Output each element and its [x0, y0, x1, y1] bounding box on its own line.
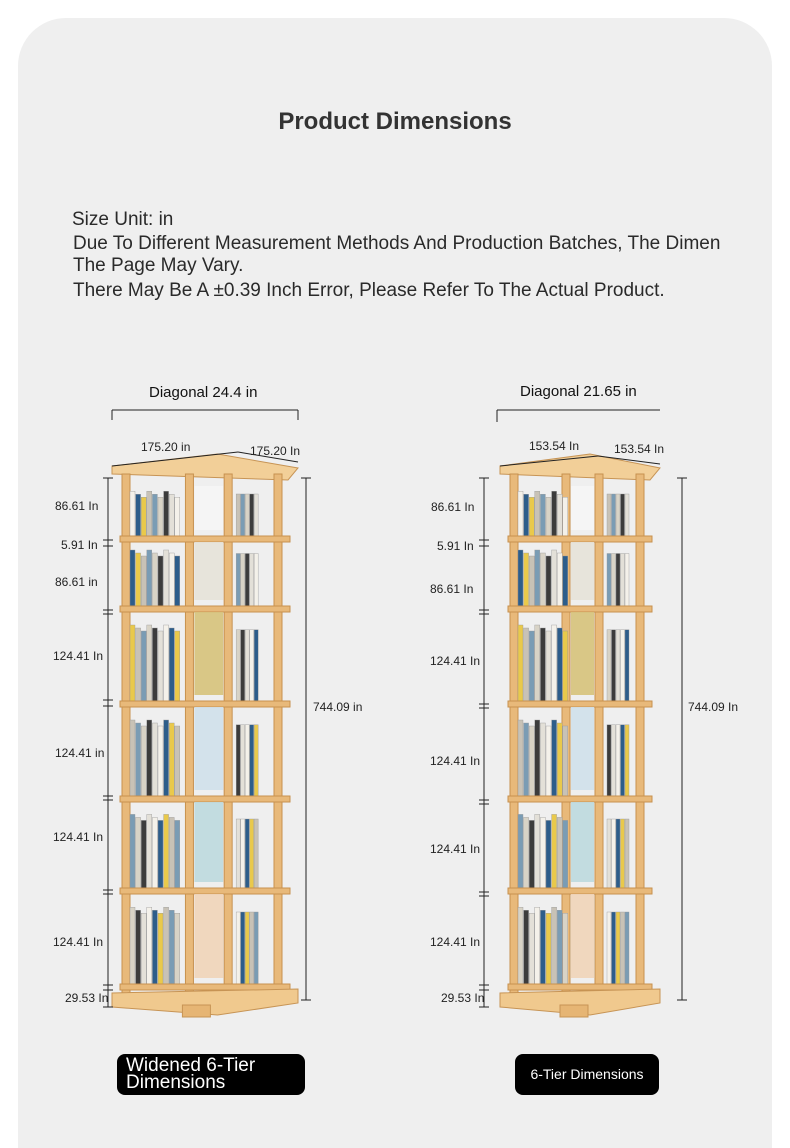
- left-shelf-foot: [182, 1005, 210, 1017]
- right-tier-3: 86.61 In: [430, 582, 474, 596]
- right-shelf-book: [529, 913, 534, 984]
- right-tier-7: 124.41 In: [430, 935, 481, 949]
- 6-tier-badge-label: 6-Tier Dimensions: [530, 1066, 644, 1082]
- right-shelf-book: [607, 494, 611, 536]
- right-shelf-book: [535, 550, 540, 606]
- right-shelf-book: [621, 725, 625, 796]
- left-shelf-book: [175, 913, 180, 984]
- left-tier-6: 124.41 In: [53, 830, 104, 844]
- right-shelf-book: [612, 912, 616, 984]
- widened-6-tier-badge: [117, 1054, 305, 1095]
- right-shelf-book: [563, 631, 568, 701]
- right-shelf-book: [557, 628, 562, 701]
- left-shelf-book: [254, 494, 258, 536]
- left-shelf-book: [130, 625, 135, 701]
- left-shelf-book: [152, 494, 157, 536]
- left-shelf-book: [147, 625, 152, 701]
- measurement-note-cont: The Page May Vary.: [73, 255, 244, 276]
- right-shelf-book: [612, 819, 616, 888]
- left-shelf-book: [245, 494, 249, 536]
- right-shelf-book: [529, 556, 534, 606]
- left-shelf-book: [141, 556, 146, 606]
- left-shelf-book: [141, 913, 146, 984]
- left-shelf-book: [147, 550, 152, 606]
- right-shelf-book: [563, 820, 568, 888]
- right-shelf-book: [612, 554, 616, 607]
- right-shelf-book: [524, 553, 529, 606]
- widened-shelf-image: [112, 454, 298, 1017]
- left-shelf-book: [158, 631, 163, 701]
- page-title: Product Dimensions: [278, 108, 512, 135]
- right-shelf-book: [552, 491, 557, 536]
- left-shelf-book: [236, 630, 240, 701]
- right-shelf-book: [557, 817, 562, 888]
- left-shelf-book: [250, 819, 254, 888]
- left-shelf-book: [158, 726, 163, 796]
- left-shelf-book: [164, 814, 169, 888]
- right-shelf-book: [546, 820, 551, 888]
- left-shelf-book: [241, 725, 245, 796]
- right-shelf-book: [540, 494, 545, 536]
- right-shelf-book: [557, 553, 562, 606]
- left-shelf-panel: [194, 612, 223, 695]
- left-shelf-book: [152, 910, 157, 984]
- left-shelf-book: [169, 910, 174, 984]
- right-shelf-book: [557, 910, 562, 984]
- left-shelf-book: [175, 631, 180, 701]
- right-shelf-panel: [571, 707, 594, 790]
- left-shelf-book: [169, 553, 174, 606]
- left-shelf-book: [152, 553, 157, 606]
- left-shelf-panel: [194, 542, 223, 600]
- left-shelf-book: [236, 725, 240, 796]
- left-shelf-book: [164, 625, 169, 701]
- right-shelf-book: [612, 630, 616, 701]
- right-shelf-book: [612, 494, 616, 536]
- left-shelf-book: [236, 819, 240, 888]
- left-shelf-book: [164, 491, 169, 536]
- right-shelf-book: [540, 628, 545, 701]
- left-shelf-book: [241, 554, 245, 607]
- right-tier-5: 124.41 In: [430, 754, 481, 768]
- left-shelf-book: [254, 630, 258, 701]
- right-shelf-book: [524, 628, 529, 701]
- right-shelf-book: [625, 494, 629, 536]
- left-shelf-book: [254, 725, 258, 796]
- right-shelf-book: [621, 554, 625, 607]
- left-shelf-book: [130, 814, 135, 888]
- left-shelf-book: [141, 631, 146, 701]
- left-shelf-panel: [194, 486, 223, 530]
- right-tier-2: 5.91 In: [437, 539, 474, 553]
- right-shelf-book: [625, 725, 629, 796]
- left-shelf-book: [169, 723, 174, 796]
- right-shelf-book: [546, 726, 551, 796]
- left-shelf-book: [130, 491, 135, 536]
- right-shelf-book: [524, 817, 529, 888]
- right-shelf-book: [621, 819, 625, 888]
- right-shelf-book: [518, 550, 523, 606]
- right-shelf-shelf-board: [508, 984, 652, 990]
- left-shelf-book: [147, 491, 152, 536]
- right-diagonal-label: Diagonal 21.65 in: [520, 383, 637, 400]
- right-shelf-book: [518, 625, 523, 701]
- right-height-total: 744.09 In: [688, 700, 739, 714]
- left-width-b: 175.20 In: [250, 444, 301, 458]
- right-shelf-book: [621, 494, 625, 536]
- right-shelf-book: [616, 725, 620, 796]
- left-shelf-book: [136, 553, 141, 606]
- left-shelf-book: [236, 912, 240, 984]
- left-shelf-book: [130, 907, 135, 984]
- right-shelf-book: [621, 630, 625, 701]
- right-shelf-book: [616, 630, 620, 701]
- left-shelf-book: [241, 912, 245, 984]
- left-shelf-book: [254, 819, 258, 888]
- right-shelf-panel: [571, 612, 594, 695]
- right-shelf-book: [616, 554, 620, 607]
- left-shelf-book: [141, 497, 146, 536]
- left-tier-8: 29.53 In: [65, 991, 109, 1005]
- right-shelf-book: [518, 491, 523, 536]
- left-shelf-book: [152, 628, 157, 701]
- right-shelf-shelf-board: [508, 536, 652, 542]
- right-shelf-book: [607, 725, 611, 796]
- left-shelf-panel: [194, 707, 223, 790]
- right-shelf-book: [563, 726, 568, 796]
- left-height-total: 744.09 in: [313, 700, 363, 714]
- right-shelf-book: [612, 725, 616, 796]
- left-width-a: 175.20 in: [141, 440, 191, 454]
- left-tier-5: 124.41 in: [55, 746, 105, 760]
- left-shelf-book: [169, 817, 174, 888]
- right-shelf-book: [557, 723, 562, 796]
- left-shelf-book: [136, 723, 141, 796]
- 6-tier-badge: [515, 1054, 659, 1095]
- right-shelf-book: [552, 907, 557, 984]
- right-shelf-book: [535, 491, 540, 536]
- right-shelf-book: [552, 814, 557, 888]
- right-shelf-shelf-board: [508, 701, 652, 707]
- right-width-a: 153.54 In: [529, 439, 580, 453]
- right-shelf-book: [518, 720, 523, 796]
- right-shelf-book: [546, 631, 551, 701]
- right-shelf-book: [607, 912, 611, 984]
- right-shelf-shelf-board: [508, 606, 652, 612]
- left-shelf-book: [245, 630, 249, 701]
- left-shelf-book: [158, 556, 163, 606]
- right-shelf-book: [529, 726, 534, 796]
- left-shelf-panel: [194, 894, 223, 978]
- measurement-note: Due To Different Measurement Methods And Production Batches, The Dimen: [73, 233, 721, 254]
- left-shelf-book: [236, 554, 240, 607]
- right-shelf-shelf-board: [508, 796, 652, 802]
- left-shelf-book: [254, 554, 258, 607]
- left-tier-7: 124.41 In: [53, 935, 104, 949]
- left-shelf-book: [152, 817, 157, 888]
- right-shelf-book: [625, 554, 629, 607]
- right-shelf-book: [563, 556, 568, 606]
- left-shelf-book: [136, 628, 141, 701]
- left-shelf-book: [236, 494, 240, 536]
- right-width-b: 153.54 In: [614, 442, 665, 456]
- right-tier-6: 124.41 In: [430, 842, 481, 856]
- left-shelf-book: [136, 494, 141, 536]
- left-shelf-book: [147, 814, 152, 888]
- right-shelf-book: [616, 819, 620, 888]
- left-shelf-book: [158, 820, 163, 888]
- left-shelf-book: [175, 820, 180, 888]
- right-shelf-panel: [571, 894, 594, 978]
- right-shelf-book: [621, 912, 625, 984]
- right-shelf-panel: [571, 802, 594, 882]
- left-shelf-book: [130, 720, 135, 796]
- left-shelf-book: [158, 913, 163, 984]
- right-shelf-book: [625, 630, 629, 701]
- left-shelf-book: [136, 817, 141, 888]
- right-shelf-book: [616, 912, 620, 984]
- left-shelf-book: [250, 554, 254, 607]
- left-shelf-book: [169, 494, 174, 536]
- left-shelf-book: [147, 720, 152, 796]
- right-shelf-book: [552, 625, 557, 701]
- right-shelf-book: [563, 913, 568, 984]
- left-shelf-book: [250, 494, 254, 536]
- right-shelf-book: [557, 494, 562, 536]
- left-shelf-book: [245, 912, 249, 984]
- left-shelf-book: [245, 554, 249, 607]
- left-shelf-book: [147, 907, 152, 984]
- left-shelf-book: [250, 912, 254, 984]
- right-shelf-panel: [571, 542, 594, 600]
- right-shelf-book: [535, 720, 540, 796]
- right-shelf-book: [518, 907, 523, 984]
- standard-shelf-image: [500, 454, 660, 1017]
- left-shelf-book: [141, 820, 146, 888]
- right-shelf-book: [607, 554, 611, 607]
- right-shelf-book: [546, 497, 551, 536]
- right-shelf-book: [540, 817, 545, 888]
- left-shelf-shelf-board: [120, 888, 290, 894]
- left-shelf-book: [241, 819, 245, 888]
- right-shelf-book: [607, 819, 611, 888]
- left-shelf-post: [122, 474, 130, 1003]
- right-shelf-book: [540, 723, 545, 796]
- right-shelf-foot: [560, 1005, 588, 1017]
- size-unit-note: Size Unit: in: [72, 209, 174, 230]
- right-shelf-book: [625, 819, 629, 888]
- right-shelf-book: [540, 553, 545, 606]
- right-shelf-book: [535, 625, 540, 701]
- left-shelf-post: [274, 474, 282, 1003]
- left-shelf-book: [250, 630, 254, 701]
- left-shelf-book: [141, 726, 146, 796]
- left-shelf-book: [164, 907, 169, 984]
- left-shelf-book: [241, 630, 245, 701]
- right-tier-8: 29.53 In: [441, 991, 485, 1005]
- left-shelf-book: [158, 497, 163, 536]
- left-shelf-book: [254, 912, 258, 984]
- right-shelf-book: [546, 913, 551, 984]
- left-diagonal-label: Diagonal 24.4 in: [149, 384, 258, 401]
- error-note: There May Be A ±0.39 Inch Error, Please Refer To The Actual Product.: [73, 280, 665, 301]
- left-tier-1: 86.61 In: [55, 499, 99, 513]
- right-shelf-book: [535, 907, 540, 984]
- right-shelf-book: [535, 814, 540, 888]
- left-shelf-shelf-board: [120, 606, 290, 612]
- left-shelf-book: [164, 550, 169, 606]
- right-shelf-post: [510, 474, 518, 1003]
- right-shelf-book: [625, 912, 629, 984]
- left-shelf-book: [245, 725, 249, 796]
- right-shelf-book: [607, 630, 611, 701]
- left-shelf-shelf-board: [120, 536, 290, 542]
- left-shelf-book: [136, 910, 141, 984]
- left-shelf-book: [130, 550, 135, 606]
- right-shelf-book: [529, 820, 534, 888]
- right-shelf-book: [616, 494, 620, 536]
- right-shelf-book: [552, 720, 557, 796]
- right-shelf-book: [524, 494, 529, 536]
- left-tier-2: 5.91 In: [61, 538, 98, 552]
- left-tier-4: 124.41 In: [53, 649, 104, 663]
- right-shelf-book: [529, 631, 534, 701]
- right-shelf-book: [518, 814, 523, 888]
- right-shelf-shelf-board: [508, 888, 652, 894]
- left-shelf-book: [245, 819, 249, 888]
- right-shelf-book: [529, 497, 534, 536]
- left-shelf-book: [175, 726, 180, 796]
- widened-6-tier-badge-label: Widened 6-Tier Dimensions: [126, 1055, 256, 1093]
- left-shelf-shelf-board: [120, 796, 290, 802]
- right-shelf-post: [636, 474, 644, 1003]
- left-shelf-book: [250, 725, 254, 796]
- left-shelf-book: [241, 494, 245, 536]
- left-shelf-book: [175, 497, 180, 536]
- right-shelf-book: [563, 497, 568, 536]
- right-shelf-book: [540, 910, 545, 984]
- right-shelf-book: [524, 723, 529, 796]
- right-shelf-book: [524, 910, 529, 984]
- right-shelf-post: [595, 474, 603, 1003]
- left-shelf-book: [169, 628, 174, 701]
- left-shelf-shelf-board: [120, 701, 290, 707]
- left-shelf-shelf-board: [120, 984, 290, 990]
- right-tier-1: 86.61 In: [431, 500, 475, 514]
- left-shelf-book: [152, 723, 157, 796]
- right-shelf-panel: [571, 486, 594, 530]
- left-shelf-book: [164, 720, 169, 796]
- right-shelf-book: [546, 556, 551, 606]
- left-shelf-post: [224, 474, 232, 1003]
- left-shelf-post: [185, 474, 193, 1003]
- left-tier-3: 86.61 in: [55, 575, 98, 589]
- left-shelf-book: [175, 556, 180, 606]
- right-tier-4: 124.41 In: [430, 654, 481, 668]
- right-shelf-book: [552, 550, 557, 606]
- left-shelf-panel: [194, 802, 223, 882]
